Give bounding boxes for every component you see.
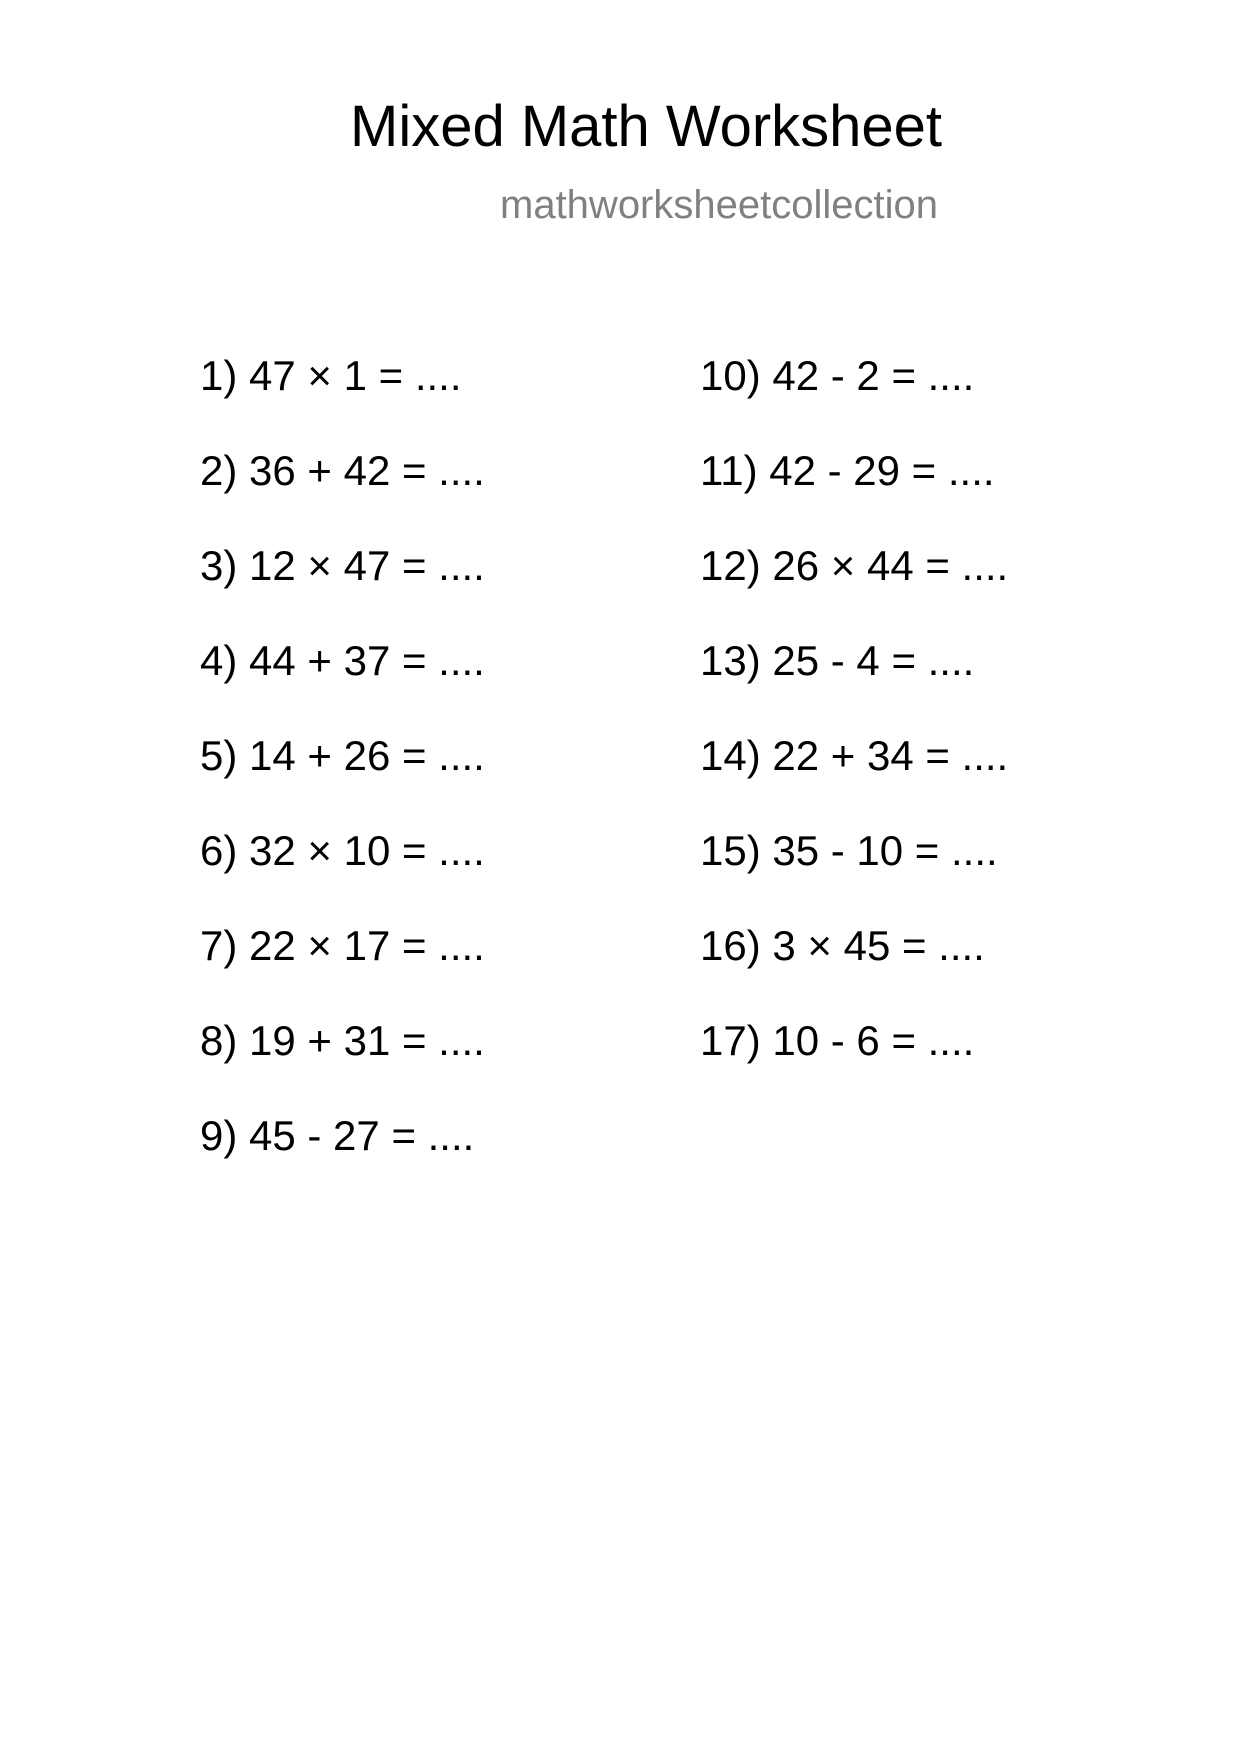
problem-13: 13) 25 - 4 = .... (700, 637, 975, 684)
page-subtitle: mathworksheetcollection (500, 183, 938, 227)
page-title: Mixed Math Worksheet (350, 94, 943, 159)
problems-left-column (200, 352, 485, 1207)
problem-6: 6) 32 × 10 = .... (200, 827, 485, 874)
problem-9: 9) 45 - 27 = .... (200, 1112, 475, 1159)
problem-16: 16) 3 × 45 = .... (700, 922, 985, 969)
problem-3: 3) 12 × 47 = .... (200, 542, 485, 589)
problem-4: 4) 44 + 37 = .... (200, 637, 485, 684)
problem-12: 12) 26 × 44 = .... (700, 542, 1009, 589)
problem-10: 10) 42 - 2 = .... (700, 352, 975, 399)
problem-17: 17) 10 - 6 = .... (700, 1017, 975, 1064)
problem-5: 5) 14 + 26 = .... (200, 732, 485, 779)
problem-8: 8) 19 + 31 = .... (200, 1017, 485, 1064)
problem-14: 14) 22 + 34 = .... (700, 732, 1009, 779)
problem-2: 2) 36 + 42 = .... (200, 447, 485, 494)
problems-right-column (700, 352, 1008, 1112)
problem-1: 1) 47 × 1 = .... (200, 352, 462, 399)
problem-7: 7) 22 × 17 = .... (200, 922, 485, 969)
problem-11: 11) 42 - 29 = .... (700, 447, 995, 494)
problem-15: 15) 35 - 10 = .... (700, 827, 998, 874)
